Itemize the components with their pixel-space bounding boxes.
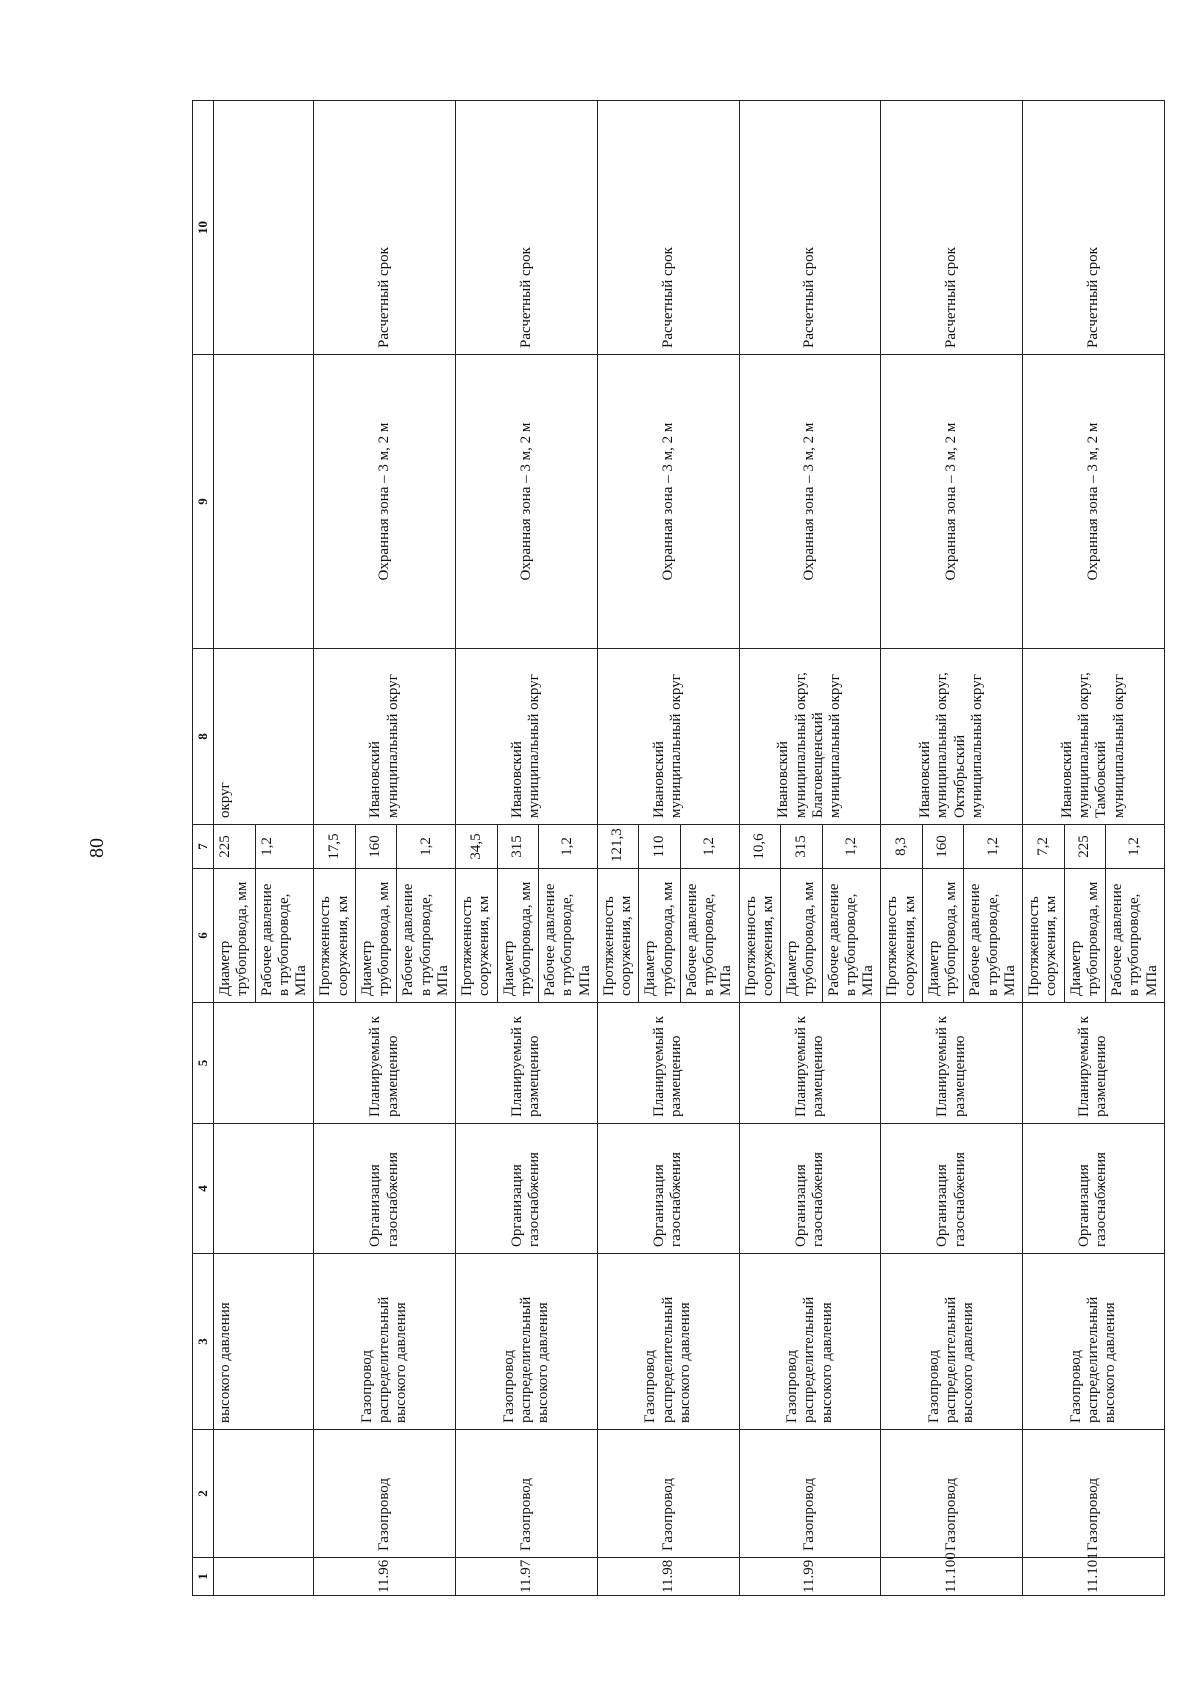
continuation-cell-empty — [214, 101, 314, 355]
param-label: Протяженность сооружения, км — [597, 869, 639, 1003]
param-label: Диаметр трубопровода, мм — [497, 869, 539, 1003]
protection-zone: Охранная зона – 3 м, 2 м — [881, 355, 1023, 649]
rotated-table-container — [192, 101, 1160, 1596]
row-number: 11.98 — [597, 1558, 739, 1596]
param-label: Диаметр трубопровода, мм — [781, 869, 823, 1003]
param-label: Рабочее давление в трубопроводе, МПа — [964, 869, 1023, 1003]
param-label: Протяженность сооружения, км — [1023, 869, 1065, 1003]
param-value: 10,6 — [739, 825, 781, 869]
column-number: 9 — [193, 355, 214, 649]
protection-zone: Охранная зона – 3 м, 2 м — [314, 355, 456, 649]
object-status: Планируемый к размещению — [739, 1003, 881, 1124]
table-frame — [192, 101, 1160, 1596]
param-value: 110 — [639, 825, 681, 869]
object-purpose: Организация газоснабжения — [1023, 1124, 1165, 1254]
object-status: Планируемый к размещению — [881, 1003, 1023, 1124]
param-label: Рабочее давление в трубопроводе, МПа — [680, 869, 739, 1003]
param-label: Диаметр трубопровода, мм — [922, 869, 964, 1003]
object-purpose: Организация газоснабжения — [456, 1124, 598, 1254]
param-label: Протяженность сооружения, км — [456, 869, 498, 1003]
table-body — [193, 101, 1165, 1596]
object-name: Газопровод распределительный высокого давления — [314, 1254, 456, 1430]
table-row — [881, 101, 923, 1596]
continuation-cell-empty — [214, 1558, 314, 1596]
column-number: 4 — [193, 1124, 214, 1254]
table-row — [739, 101, 781, 1596]
object-type: Газопровод — [314, 1430, 456, 1558]
param-value: 315 — [781, 825, 823, 869]
column-number: 3 — [193, 1254, 214, 1430]
object-location: Ивановский муниципальный округ, Тамбовский муниципальный округ — [1023, 649, 1165, 825]
objects-table — [192, 100, 1165, 1596]
table-row — [1023, 101, 1065, 1596]
table-row — [314, 101, 356, 1596]
param-value: 1,2 — [680, 825, 739, 869]
param-value: 121,3 — [597, 825, 639, 869]
object-purpose: Организация газоснабжения — [739, 1124, 881, 1254]
column-number: 8 — [193, 649, 214, 825]
param-value: 315 — [497, 825, 539, 869]
column-number: 1 — [193, 1558, 214, 1596]
column-number: 6 — [193, 869, 214, 1003]
object-location: Ивановский муниципальный округ, Благовещенский муниципальный округ — [739, 649, 881, 825]
implementation-term: Расчетный срок — [881, 101, 1023, 355]
row-number: 11.97 — [456, 1558, 598, 1596]
implementation-term: Расчетный срок — [456, 101, 598, 355]
param-label: Диаметр трубопровода, мм — [214, 869, 256, 1003]
param-label: Диаметр трубопровода, мм — [639, 869, 681, 1003]
param-label: Диаметр трубопровода, мм — [355, 869, 397, 1003]
column-number: 10 — [193, 101, 214, 355]
param-value: 8,3 — [881, 825, 923, 869]
param-label: Рабочее давление в трубопроводе, МПа — [822, 869, 881, 1003]
column-number-row — [193, 101, 214, 1596]
object-status: Планируемый к размещению — [314, 1003, 456, 1124]
row-number: 11.96 — [314, 1558, 456, 1596]
param-value: 225 — [214, 825, 256, 869]
protection-zone: Охранная зона – 3 м, 2 м — [1023, 355, 1165, 649]
continuation-cell-empty — [214, 1124, 314, 1254]
column-number: 7 — [193, 825, 214, 869]
object-location: Ивановский муниципальный округ — [314, 649, 456, 825]
continuation-name-tail: высокого давления — [214, 1254, 314, 1430]
row-number: 11.101 — [1023, 1558, 1165, 1596]
param-value: 17,5 — [314, 825, 356, 869]
param-label: Диаметр трубопровода, мм — [1064, 869, 1106, 1003]
param-value: 160 — [922, 825, 964, 869]
continuation-cell-empty — [214, 355, 314, 649]
implementation-term: Расчетный срок — [739, 101, 881, 355]
object-status: Планируемый к размещению — [597, 1003, 739, 1124]
column-number: 2 — [193, 1430, 214, 1558]
table-row — [456, 101, 498, 1596]
param-value: 1,2 — [539, 825, 598, 869]
row-number: 11.100 — [881, 1558, 1023, 1596]
param-value: 160 — [355, 825, 397, 869]
object-name: Газопровод распределительный высокого давления — [597, 1254, 739, 1430]
param-label: Протяженность сооружения, км — [739, 869, 781, 1003]
column-number: 5 — [193, 1003, 214, 1124]
object-purpose: Организация газоснабжения — [597, 1124, 739, 1254]
object-purpose: Организация газоснабжения — [314, 1124, 456, 1254]
object-name: Газопровод распределительный высокого давления — [456, 1254, 598, 1430]
continuation-cell-empty — [214, 1003, 314, 1124]
object-status: Планируемый к размещению — [456, 1003, 598, 1124]
param-label: Рабочее давление в трубопроводе, МПа — [1106, 869, 1165, 1003]
object-name: Газопровод распределительный высокого давления — [881, 1254, 1023, 1430]
param-label: Протяженность сооружения, км — [314, 869, 356, 1003]
protection-zone: Охранная зона – 3 м, 2 м — [739, 355, 881, 649]
row-number: 11.99 — [739, 1558, 881, 1596]
object-type: Газопровод — [881, 1430, 1023, 1558]
param-label: Рабочее давление в трубопроводе, МПа — [397, 869, 456, 1003]
continuation-cell-empty — [214, 1430, 314, 1558]
implementation-term: Расчетный срок — [1023, 101, 1165, 355]
param-value: 1,2 — [1106, 825, 1165, 869]
param-value: 1,2 — [397, 825, 456, 869]
param-label: Протяженность сооружения, км — [881, 869, 923, 1003]
param-value: 1,2 — [255, 825, 314, 869]
param-label: Рабочее давление в трубопроводе, МПа — [255, 869, 314, 1003]
param-label: Рабочее давление в трубопроводе, МПа — [539, 869, 598, 1003]
param-value: 1,2 — [964, 825, 1023, 869]
page-number: 80 — [86, 838, 108, 858]
param-value: 225 — [1064, 825, 1106, 869]
object-location: Ивановский муниципальный округ — [456, 649, 598, 825]
object-type: Газопровод — [597, 1430, 739, 1558]
object-name: Газопровод распределительный высокого давления — [1023, 1254, 1165, 1430]
object-purpose: Организация газоснабжения — [881, 1124, 1023, 1254]
object-type: Газопровод — [1023, 1430, 1165, 1558]
protection-zone: Охранная зона – 3 м, 2 м — [456, 355, 598, 649]
object-location: Ивановский муниципальный округ, Октябрьский муниципальный округ — [881, 649, 1023, 825]
param-value: 34,5 — [456, 825, 498, 869]
param-value: 7,2 — [1023, 825, 1065, 869]
implementation-term: Расчетный срок — [597, 101, 739, 355]
object-status: Планируемый к размещению — [1023, 1003, 1165, 1124]
param-value: 1,2 — [822, 825, 881, 869]
object-type: Газопровод — [739, 1430, 881, 1558]
continuation-row — [214, 101, 256, 1596]
table-row — [597, 101, 639, 1596]
protection-zone: Охранная зона – 3 м, 2 м — [597, 355, 739, 649]
object-location: Ивановский муниципальный округ — [597, 649, 739, 825]
object-type: Газопровод — [456, 1430, 598, 1558]
object-name: Газопровод распределительный высокого давления — [739, 1254, 881, 1430]
continuation-location-tail: округ — [214, 649, 314, 825]
implementation-term: Расчетный срок — [314, 101, 456, 355]
